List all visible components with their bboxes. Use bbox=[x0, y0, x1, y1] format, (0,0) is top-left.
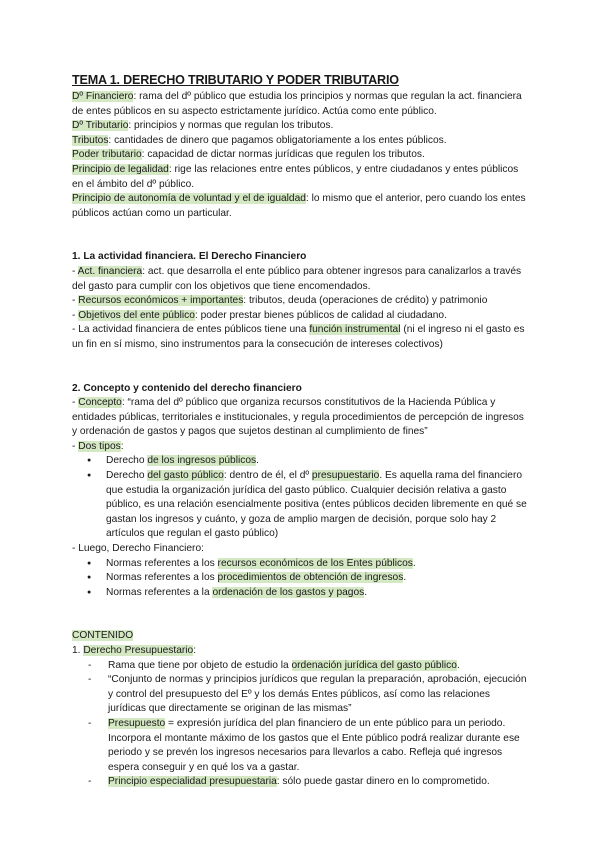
item-text: . bbox=[412, 557, 416, 569]
item-term: presupuestario bbox=[311, 470, 380, 482]
def-term: Principio de autonomía de voluntad y el de igualdad bbox=[72, 193, 306, 205]
item-text: . bbox=[256, 455, 259, 467]
sub-term: Derecho Presupuestario bbox=[83, 645, 194, 656]
dash: - bbox=[72, 309, 79, 321]
def-text: : rama del dº público que estudia los principios y normas que regulan la act. financiera de entes públicos en su aspecto estrictamente jurídico. Actúa como ente público. bbox=[72, 91, 522, 117]
s1-term: Objetivos del ente público bbox=[78, 309, 195, 321]
def-term: Principio de legalidad bbox=[72, 163, 169, 175]
sub-text: : bbox=[193, 645, 197, 656]
list-item bbox=[88, 673, 528, 717]
tipos-list bbox=[72, 454, 528, 542]
def-term: Poder tributario bbox=[72, 149, 142, 161]
item-term: ordenación jurídica del gasto público bbox=[291, 659, 457, 671]
list-item bbox=[88, 775, 528, 790]
s1-item bbox=[72, 309, 528, 324]
def-text: : lo mismo que el anterior, pero cuando los entes públicos actúan como un particular. bbox=[72, 193, 526, 219]
item-text: “Conjunto de normas y principios jurídicos que regulan la preparación, aprobación, ejecución y control del presupuesto del Eº y los demás Entes públicos, así como las relaciones jurídicas que directamente se originan de las mismas” bbox=[108, 674, 527, 715]
list-item bbox=[88, 659, 528, 674]
contenido-term: CONTENIDO bbox=[72, 630, 134, 642]
s1-item bbox=[72, 294, 528, 309]
dash: - bbox=[72, 265, 78, 277]
item-term: de los ingresos públicos bbox=[147, 455, 257, 467]
def-text: : principios y normas que regulan los tributos. bbox=[128, 120, 334, 132]
page-title: TEMA 1. DERECHO TRIBUTARIO Y PODER TRIBUTARIO bbox=[72, 73, 399, 87]
sub-text: 1. bbox=[72, 645, 84, 656]
s1-item bbox=[72, 323, 528, 352]
s2-concepto: - Concepto: “rama del dº público que organiza recursos constitutivos de la Hacienda Pública y entidades públicas, territoriales e institucionales, y regula procedimientos de percepción de ingresos y ordenación de gastos y pagos que sujetos destinan al cumplimiento de fines” bbox=[72, 397, 524, 438]
item-text: Rama que tiene por objeto de estudio la bbox=[108, 659, 292, 671]
s1-text: (ni el ingreso ni el gasto es un fin en sí mismo, sino instrumentos para la consecución de intereses colectivos) bbox=[72, 324, 525, 350]
item-text: Derecho bbox=[106, 455, 148, 467]
def-principio-autonomia bbox=[72, 192, 528, 221]
s1-text: : poder prestar bienes públicos de calidad al ciudadano. bbox=[194, 309, 447, 321]
contenido-label bbox=[72, 629, 528, 644]
document-page bbox=[72, 72, 528, 790]
item-text: = expresión jurídica del plan financiero de un ente público para un periodo. Incorpora el montante máximo de los gastos que el Ente público podrá realizar durante ese periodo y se prevén los ingresos necesarios para llevarlos a cabo. Refleja qué ingresos espera conseguir y en qué los va a gastar. bbox=[108, 717, 520, 773]
def-term: Dº Financiero bbox=[72, 91, 134, 102]
def-text: : rige las relaciones entre entes públicos, y entre ciudadanos y entes públicos en el ámbito del dº público. bbox=[72, 163, 519, 190]
item-term: ordenación de los gastos y pagos bbox=[212, 586, 365, 598]
dash: - bbox=[72, 295, 79, 307]
item-term: Principio especialidad presupuestaria bbox=[108, 776, 277, 788]
s2-term: Dos tipos bbox=[78, 440, 121, 452]
item-text: Normas referentes a la bbox=[106, 586, 213, 598]
item-term: recursos económicos de los Entes públicos bbox=[217, 557, 413, 569]
s1-text: - La actividad financiera de entes públicos tiene una bbox=[72, 324, 310, 336]
list-item bbox=[82, 571, 528, 586]
s1-term: función instrumental bbox=[309, 324, 401, 336]
s1-text: : tributos, deuda (operaciones de crédito) y patrimonio bbox=[243, 295, 488, 307]
item-text: Normas referentes a los bbox=[106, 572, 218, 584]
item-text: . bbox=[364, 586, 368, 598]
def-derecho-financiero bbox=[72, 90, 528, 119]
list-item bbox=[82, 586, 528, 601]
s2-text: : “rama del dº público que organiza recursos constitutivos de la Hacienda Pública y entidades públicas, territoriales e institucionales, y regula procedimientos de percepción de ingresos y ordenación de gastos y pagos que sujetos destinan al cumplimiento de fines” bbox=[72, 397, 524, 438]
s2-term: Concepto bbox=[78, 397, 122, 409]
section-2-heading: 2. Concepto y contenido del derecho financiero bbox=[72, 382, 302, 394]
s1-term: Recursos económicos + importantes bbox=[78, 295, 244, 307]
normas-list bbox=[72, 557, 528, 601]
def-tributos bbox=[72, 134, 528, 149]
item-text: Normas referentes a los bbox=[106, 557, 218, 569]
list-item bbox=[88, 717, 528, 775]
item-term: del gasto público bbox=[147, 470, 224, 482]
list-item bbox=[82, 469, 528, 542]
s1-term: Act. financiera bbox=[77, 265, 143, 277]
item-text: . bbox=[456, 659, 460, 671]
def-text: : cantidades de dinero que pagamos obligatoriamente a los entes públicos. bbox=[108, 134, 447, 146]
item-text: : sólo puede gastar dinero en lo comprometido. bbox=[276, 776, 490, 788]
def-principio-legalidad bbox=[72, 163, 528, 192]
item-text: Derecho bbox=[106, 470, 148, 482]
list-item bbox=[82, 557, 528, 572]
item-term: Presupuesto bbox=[108, 717, 166, 729]
s2-luego: - Luego, Derecho Financiero: bbox=[72, 543, 204, 555]
item-text: : dentro de él, el dº bbox=[223, 470, 312, 482]
item-text: . bbox=[403, 572, 407, 584]
def-term: Dº Tributario bbox=[72, 120, 129, 132]
def-term: Tributos bbox=[72, 134, 109, 146]
s1-item bbox=[72, 265, 528, 294]
s2-dos-tipos: - Dos tipos: bbox=[72, 440, 124, 452]
contenido-subheading bbox=[72, 644, 528, 659]
def-poder-tributario bbox=[72, 148, 528, 163]
def-text: : capacidad de dictar normas jurídicas que regulen los tributos. bbox=[141, 149, 425, 161]
item-text: . Es aquella rama del financiero que estudia la organización jurídica del gasto público. Cualquier decisión relativa a gasto público, es una relación esencialmente positiva (entes públicos deciden libremente en qué se gastan los ingresos y cuánto, y goza de amplio margen de decisión, porque solo hay 2 artículos que regulan el gasto público) bbox=[106, 470, 527, 540]
presupuestario-list bbox=[72, 659, 528, 790]
def-derecho-tributario bbox=[72, 119, 528, 134]
item-term: procedimientos de obtención de ingresos bbox=[217, 572, 404, 584]
s1-text: : act. que desarrolla el ente público para obtener ingresos para canalizarlos a través del gasto para cumplir con los objetivos que tiene encomendados. bbox=[72, 265, 522, 292]
list-item bbox=[82, 454, 528, 469]
section-1-heading: 1. La actividad financiera. El Derecho Financiero bbox=[72, 251, 307, 263]
